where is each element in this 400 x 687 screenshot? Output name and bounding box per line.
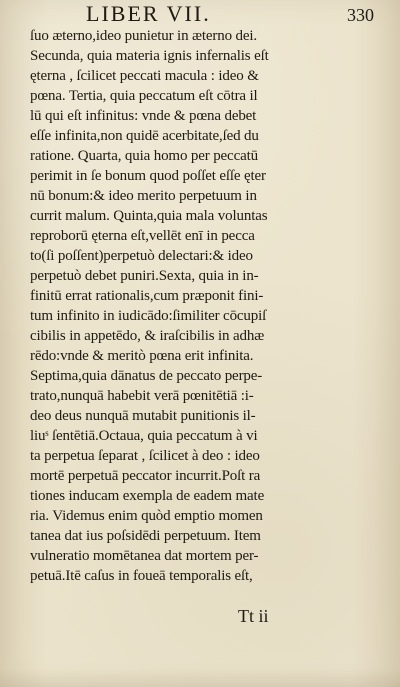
text-line: liuˢ ſentētiā.Octaua, quia peccatum à vi — [30, 428, 258, 444]
text-line: ſuo æterno,ideo punietur in æterno dei. — [30, 28, 258, 44]
text-line: petuā.Itē caſus in foueā temporalis eſt, — [30, 568, 253, 584]
text-line: currit malum. Quinta,quia mala voluntas — [30, 208, 268, 224]
text-line: reproborū ęterna eſt,vellēt enī in pecca — [30, 228, 255, 244]
page-number: 330 — [347, 5, 374, 25]
page-bottom-shadow — [0, 669, 400, 687]
text-line: vulneratio momētanea dat mortem per- — [30, 548, 259, 564]
text-line: finitū errat rationalis,cum præponit fini- — [30, 288, 264, 304]
text-line: Secunda, quia materia ignis infernalis eſt — [30, 48, 269, 64]
text-line: trato,nunquā habebit verā pœnitētiā :i- — [30, 388, 254, 404]
text-line: cibilis in appetēdo, & iraſcibilis in adhæ — [30, 328, 265, 344]
text-line: ria. Videmus enim quòd emptio momen — [30, 508, 263, 524]
text-line: rēdo:vnde & meritò pœna erit infinita. — [30, 348, 254, 364]
text-line: tiones inducam exempla de eadem mate — [30, 488, 265, 504]
text-line: perimit in ſe bonum quod poſſet eſſe ęter — [30, 168, 266, 184]
text-line: deo deus nunquā mutabit punitionis il- — [30, 408, 256, 424]
text-line: eſſe infinita,non quidē acerbitate,ſed du — [30, 128, 259, 144]
text-line: tanea dat ius poſsidēdi perpetuum. Item — [30, 528, 261, 544]
text-line: Septima,quia dānatus de peccato perpe- — [30, 368, 263, 384]
body-text — [30, 26, 368, 586]
page-header — [0, 2, 400, 26]
text-line: lū qui eſt infinitus: vnde & pœna debet — [30, 108, 257, 124]
signature-mark: Tt ii — [238, 606, 269, 626]
text-line: tum infinito in iudicādo:ſimiliter cōcupiſ — [30, 308, 267, 324]
text-line: mortē perpetuā peccator incurrit.Poſt ra — [30, 468, 261, 484]
text-line: nū bonum:& ideo merito perpetuum in — [30, 188, 257, 204]
text-line: ratione. Quarta, quia homo per peccatū — [30, 148, 258, 164]
text-line: pœna. Tertia, quia peccatum eſt cōtra il — [30, 88, 258, 104]
running-title: LIBER VII. — [86, 1, 211, 26]
text-line: perpetuò debet puniri.Sexta, quia in in- — [30, 268, 259, 284]
text-line: to(ſi poſſent)perpetuò delectari:& ideo — [30, 248, 253, 264]
text-line: ęterna , ſcilicet peccati macula : ideo & — [30, 68, 259, 84]
text-line: ta perpetua ſeparat , ſcilicet à deo : ideo — [30, 448, 260, 464]
